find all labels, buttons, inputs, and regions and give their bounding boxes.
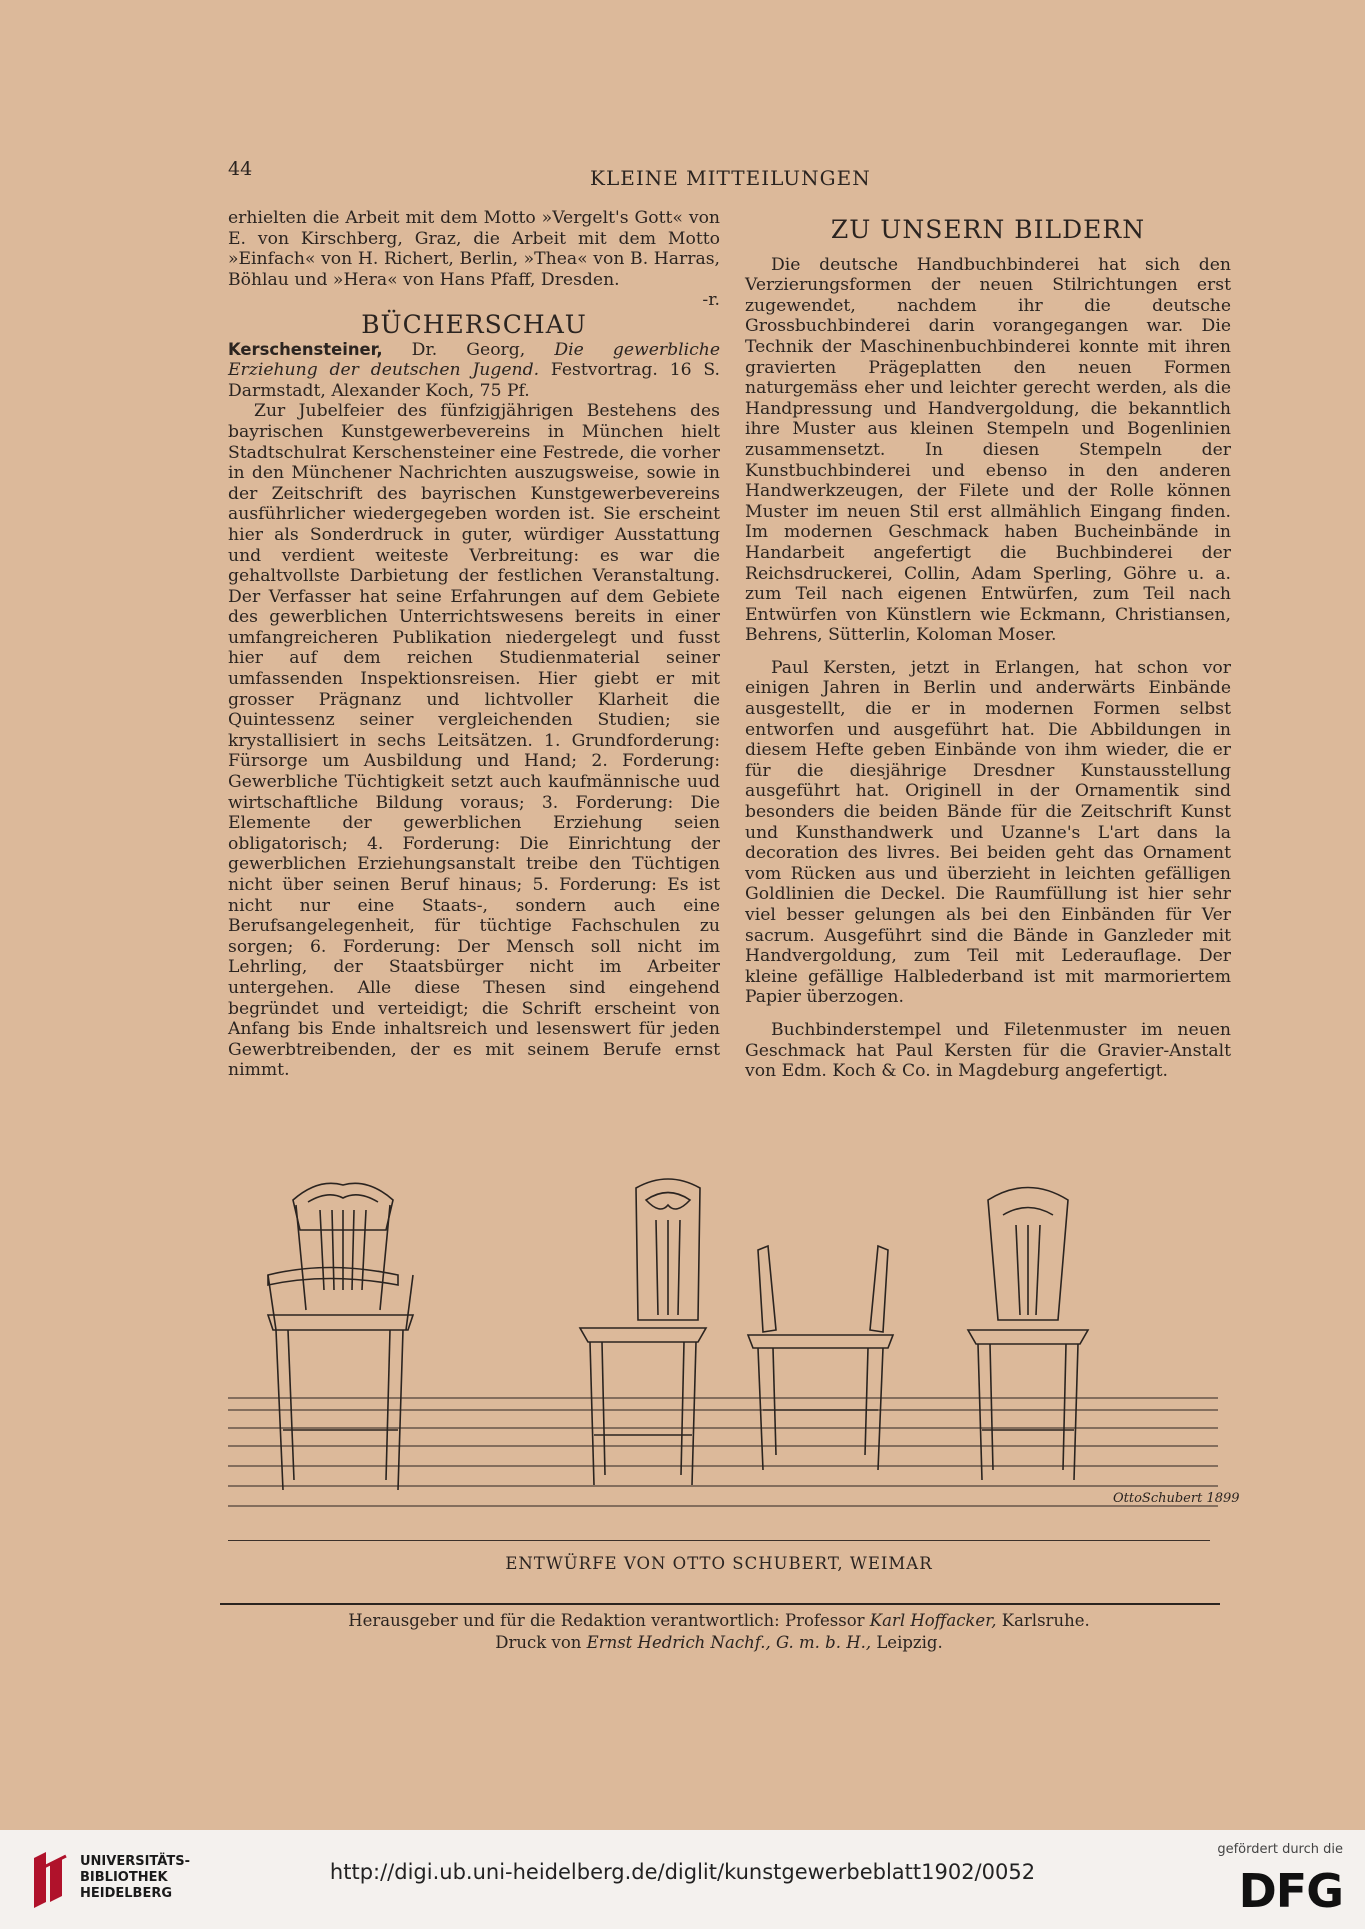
imprint [228, 1610, 1210, 1654]
review-book-title: Die gewerbliche Erziehung der deutschen Jugend. [228, 339, 721, 381]
review-author: Kerschensteiner, [228, 339, 383, 359]
figure-caption: ENTWÜRFE VON OTTO SCHUBERT, WEIMAR [505, 1554, 933, 1573]
caption-rule [228, 1540, 1210, 1541]
right-chair-drawing [968, 1188, 1088, 1481]
right-paragraph-3: Buchbinderstempel und Filetenmuster im neuen Geschmack hat Paul Kersten für die Gravier-Anstalt von Edm. Koch & Co. in Magdeburg angefertigt. [745, 1019, 1231, 1082]
stool-drawing [748, 1246, 893, 1470]
floor-lines [228, 1398, 1218, 1506]
intro-signature: -r. [702, 290, 720, 311]
artist-signature: OttoSchubert 1899 [1113, 1491, 1240, 1506]
tall-chair-drawing [580, 1179, 706, 1485]
imprint-printer-line: Druck von Ernst Hedrich Nachf., G. m. b. H., Leipzig. [495, 1633, 943, 1652]
library-name: UNIVERSITÄTS- BIBLIOTHEK HEIDELBERG [80, 1854, 190, 1901]
intro-paragraph: erhielten die Arbeit mit dem Motto »Vergelt's Gott« von E. von Kirschberg, Graz, die Arbeit mit dem Motto »Einfach« von H. Richert, Berlin, »Thea« von B. Harras, Böhlau und »Hera« von Hans Pfaff, Dresden. [228, 208, 720, 290]
right-paragraph-2: Paul Kersten, jetzt in Erlangen, hat schon vor einigen Jahren in Berlin und anderwärts Einbände ausgestellt, die er in modernen Formen selbst entworfen und ausgeführt hat. Die Abbildungen in diesem Hefte geben Einbände von ihm wieder, die er für die diesjährige Dresdner Kunstausstellung ausgeführt hat. Originell in der Ornamentik sind besonders die beiden Bände für die Zeitschrift Kunst und Kunsthandwerk und Uzanne's L'art dans la decoration des livres. Bei beiden geht das Ornament vom Rücken aus und überzieht in leichten gefälligen Goldlinien die Deckel. Die Raumfüllung ist hier sehr viel besser gelungen als bei den Einbänden für Ver sacrum. Ausgeführt sind die Bände in Ganzleder mit Handvergoldung, zum Teil mit Lederauflage. Der kleine gefällige Halblederband ist mit marmoriertem Papier überzogen. [745, 657, 1231, 1008]
imprint-rule [220, 1603, 1220, 1605]
source-url-link[interactable]: http://digi.ub.uni-heidelberg.de/diglit/kunstgewerbeblatt1902/0052 [329, 1860, 1036, 1884]
review-citation [228, 340, 720, 402]
section-title-buecherschau: BÜCHERSCHAU [361, 309, 587, 339]
section-title-bildern: ZU UNSERN BILDERN [830, 215, 1146, 244]
review-body: Zur Jubelfeier des fünfzigjährigen Bestehens des bayrischen Kunstgewerbevereins in München hielt Stadtschulrat Kerschensteiner eine Festrede, die vorher in den Münchener Nachrichten auszugsweise, sowie in der Zeitschrift des bayrischen Kunstgewerbevereins ausführlicher wiedergegeben worden ist. Sie erscheint hier als Sonderdruck in guter, würdiger Ausstattung und verdient weiteste Verbreitung: es war die gehaltvollste Darbietung der festlichen Veranstaltung. Der Verfasser hat seine Erfahrungen auf dem Gebiete des gewerblichen Unterrichtswesens bereits in einer umfangreicheren Publikation niedergelegt und fusst hier auf dem reichen Studienmaterial seiner umfassenden Inspektionsreisen. Hier giebt er mit grosser Prägnanz und lichtvoller Klarheit die Quintessenz seiner vergleichenden Studien; sie krystallisiert in sechs Leitsätzen. 1. Grundforderung: Fürsorge um Ausbildung und Hand; 2. Forderung: Gewerbliche Tüchtigkeit setzt auch kaufmännische uud wirtschaftliche Bildung voraus; 3. Forderung: Die Elemente der gewerblichen Erziehung seien obligatorisch; 4. Forderung: Die Einrichtung der gewerblichen Erziehungsanstalt treibe den Tüchtigen nicht über seinen Beruf hinaus; 5. Forderung: Es ist nicht nur eine Staats-, sondern auch eine Berufsangelegenheit, für tüchtige Fachschulen zu sorgen; 6. Forderung: Der Mensch soll nicht im Lehrling, der Staatsbürger nicht im Arbeiter untergehen. Alle diese Thesen sind eingehend begründet und verteidigt; die Schrift erscheint von Anfang bis Ende inhaltsreich und lesenswert für jeden Gewerbtreibenden, der es mit seinem Berufe ernst nimmt. [228, 401, 720, 1081]
imprint-editor-line: Herausgeber und für die Redaktion verantwortlich: Professor Karl Hoffacker, Karlsruhe. [348, 1611, 1090, 1630]
left-column [228, 208, 720, 1081]
dfg-logo: DFG [1238, 1864, 1343, 1918]
chairs-illustration [228, 1180, 1240, 1510]
review-author-name: Dr. Georg, [411, 339, 526, 360]
armchair-drawing [268, 1183, 413, 1490]
right-column [745, 215, 1231, 1082]
review-meta: Festvortrag. 16 S. Darmstadt, Alexander Koch, 75 Pf. [228, 360, 720, 401]
funding-note: gefördert durch die [1217, 1842, 1343, 1857]
page-number: 44 [228, 158, 253, 180]
digitization-footer [0, 1830, 1365, 1929]
running-title: KLEINE MITTEILUNGEN [590, 166, 871, 190]
right-paragraph-1: Die deutsche Handbuchbinderei hat sich den Verzierungsformen der neuen Stilrichtungen erst zugewendet, nachdem ihr die deutsche Grossbuchbinderei darin vorangegangen war. Die Technik der Maschinenbuchbinderei konnte mit ihren gravierten Prägeplatten den neuen Formen naturgemäss eher und leichter gerecht werden, als die Handpressung und Handvergoldung, die bekanntlich ihre Muster aus kleinen Stempeln und Bogenlinien zusammensetzt. In diesen Stempeln der Kunstbuchbinderei und ebenso in den anderen Handwerkzeugen, der Filete und der Rolle können Muster im neuen Stil erst allmählich Eingang finden. Im modernen Geschmack haben Bucheinbände in Handarbeit angefertigt die Buchbinderei der Reichsdruckerei, Collin, Adam Sperling, Göhre u. a. zum Teil nach eigenen Entwürfen, zum Teil nach Entwürfen von Künstlern wie Eckmann, Christiansen, Behrens, Sütterlin, Koloman Moser. [745, 254, 1231, 646]
